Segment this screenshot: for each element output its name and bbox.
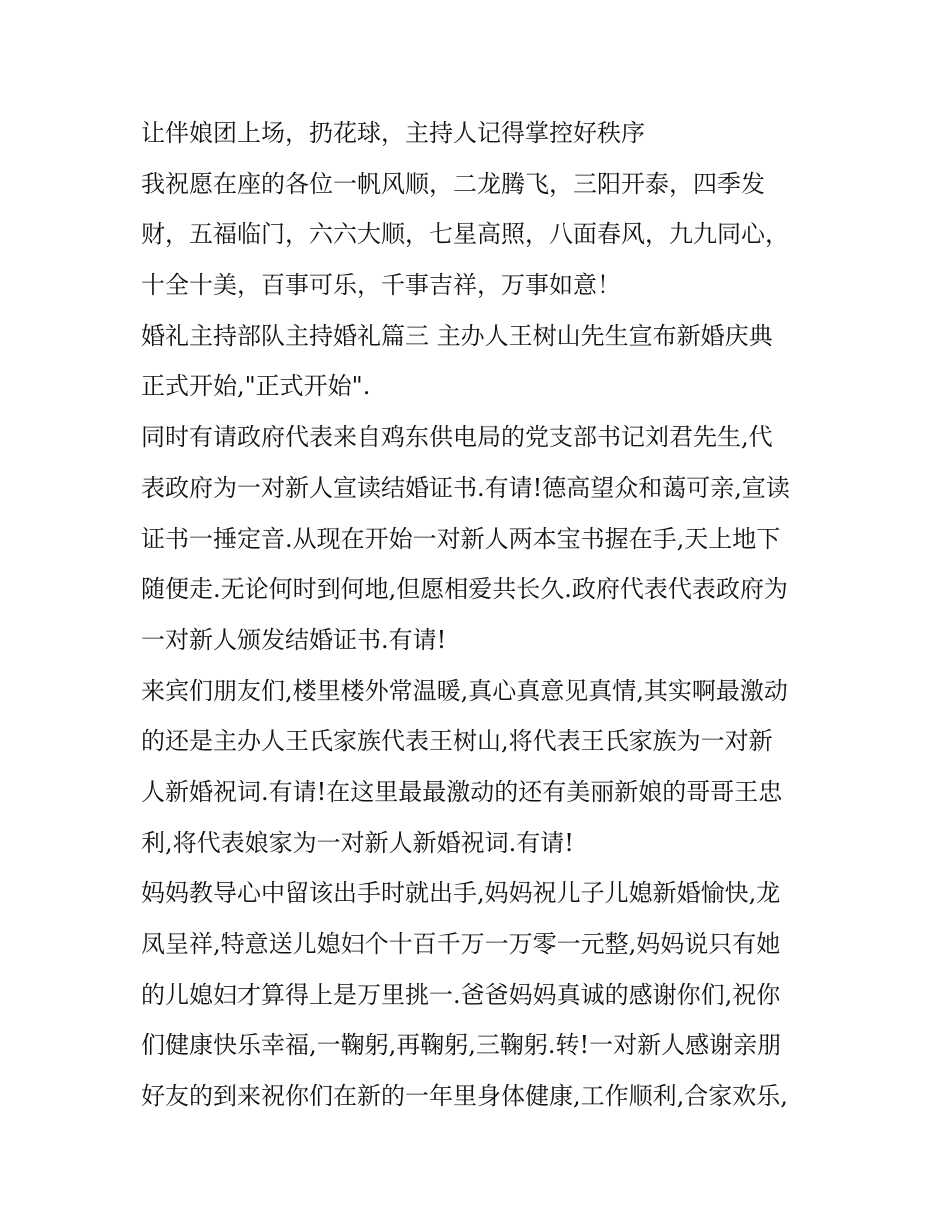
text-line: 十全十美，百事可乐，千事吉祥，万事如意！ bbox=[141, 271, 621, 300]
text-line: 妈妈教导心中留该出手时就出手,妈妈祝儿子儿媳新婚愉快,龙 bbox=[141, 879, 781, 908]
text-line: 让伴娘团上场，扔花球，主持人记得掌控好秩序 bbox=[141, 119, 645, 147]
text-line: 证书一捶定音.从现在开始一对新人两本宝书握在手,天上地下 bbox=[141, 524, 781, 553]
text-line: 我祝愿在座的各位一帆风顺，二龙腾飞，三阳开泰，四季发 bbox=[141, 169, 765, 198]
text-line: 利,将代表娘家为一对新人新婚祝词.有请! bbox=[141, 828, 574, 857]
text-line: 正式开始,"正式开始". bbox=[141, 372, 371, 401]
text-line: 表政府为一对新人宣读结婚证书.有请!德高望众和蔼可亲,宣读 bbox=[141, 473, 790, 502]
text-line: 一对新人颁发结婚证书.有请! bbox=[141, 625, 447, 654]
text-line: 财，五福临门，六六大顺，七星高照，八面春风，九九同心， bbox=[141, 220, 789, 249]
text-line: 的还是主办人王氏家族代表王树山,将代表王氏家族为一对新 bbox=[141, 727, 773, 756]
text-line: 凤呈祥,特意送儿媳妇个十百千万一万零一元整,妈妈说只有她 bbox=[141, 930, 781, 958]
text-line: 们健康快乐幸福,一鞠躬,再鞠躬,三鞠躬.转!一对新人感谢亲朋 bbox=[141, 1031, 782, 1060]
text-line: 的儿媳妇才算得上是万里挑一.爸爸妈妈真诚的感谢你们,祝你 bbox=[141, 980, 781, 1009]
document-body bbox=[141, 108, 811, 1122]
text-line: 婚礼主持部队主持婚礼篇三 主办人王树山先生宣布新婚庆典 bbox=[141, 321, 773, 350]
text-line: 随便走.无论何时到何地,但愿相爱共长久.政府代表代表政府为 bbox=[141, 575, 788, 604]
text-line: 来宾们朋友们,楼里楼外常温暖,真心真意见真情,其实啊最激动 bbox=[141, 676, 788, 705]
text-line: 好友的到来祝你们在新的一年里身体健康,工作顺利,合家欢乐, bbox=[141, 1082, 788, 1111]
text-line: 人新婚祝词.有请!在这里最最激动的还有美丽新娘的哥哥王忠 bbox=[141, 777, 783, 806]
text-line: 同时有请政府代表来自鸡东供电局的党支部书记刘君先生,代 bbox=[141, 423, 773, 452]
